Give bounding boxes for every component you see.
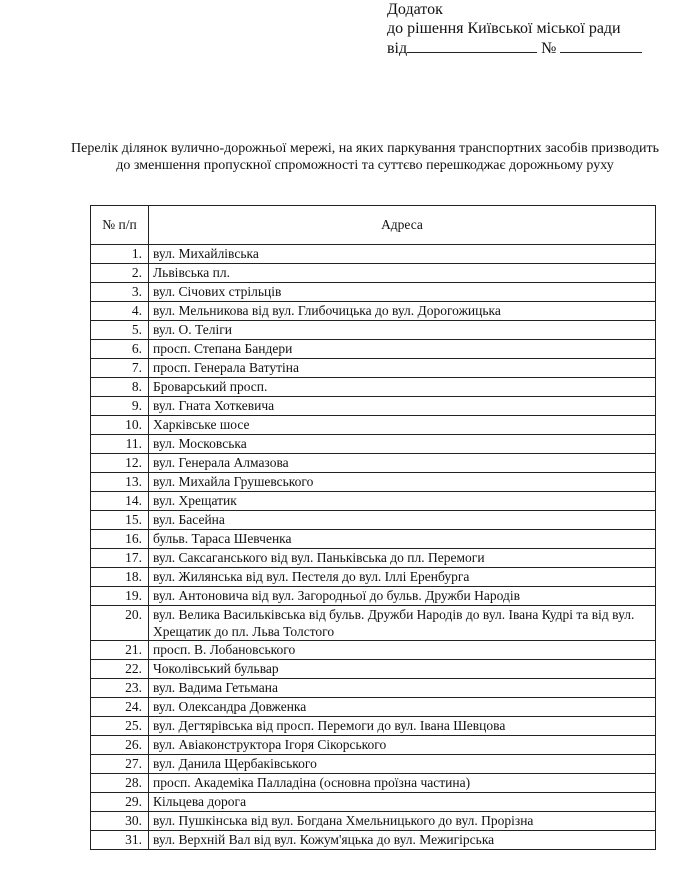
table-row (91, 530, 656, 549)
appendix-block (387, 0, 642, 58)
row-number: 16. (91, 530, 149, 549)
table-row (91, 568, 656, 587)
row-address: просп. Академіка Палладіна (основна проїзна частина) (149, 774, 656, 793)
row-address: вул. Вадима Гетьмана (149, 679, 656, 698)
row-number: 30. (91, 812, 149, 831)
row-number: 20. (91, 606, 149, 641)
table-row (91, 831, 656, 850)
table-row (91, 397, 656, 416)
appendix-decision: до рішення Київської міської ради (387, 20, 621, 37)
row-address: вул. Олександра Довженка (149, 698, 656, 717)
row-address: вул. Авіаконструктора Ігоря Сікорського (149, 736, 656, 755)
row-number: 8. (91, 378, 149, 397)
table-row (91, 549, 656, 568)
from-label: від (387, 40, 408, 57)
row-number: 14. (91, 492, 149, 511)
table-row (91, 264, 656, 283)
row-address: вул. Саксаганського від вул. Паньківська до пл. Перемоги (149, 549, 656, 568)
row-address: Львівська пл. (149, 264, 656, 283)
row-number: 18. (91, 568, 149, 587)
table-body (91, 245, 656, 850)
row-address: Харківське шосе (149, 416, 656, 435)
row-number: 15. (91, 511, 149, 530)
row-address: просп. Степана Бандери (149, 340, 656, 359)
table-row (91, 359, 656, 378)
row-address: вул. Московська (149, 435, 656, 454)
row-number: 24. (91, 698, 149, 717)
row-address: вул. О. Теліги (149, 321, 656, 340)
row-number: 12. (91, 454, 149, 473)
row-address: вул. Жилянська від вул. Пестеля до вул. Іллі Еренбурга (149, 568, 656, 587)
table-row (91, 454, 656, 473)
row-number: 10. (91, 416, 149, 435)
row-address: вул. Данила Щербаківського (149, 755, 656, 774)
row-number: 31. (91, 831, 149, 850)
row-address: вул. Пушкінська від вул. Богдана Хмельницького до вул. Прорізна (149, 812, 656, 831)
column-number-header: № п/п (91, 206, 149, 245)
row-address: просп. В. Лобановського (149, 641, 656, 660)
table-row (91, 416, 656, 435)
table-row (91, 812, 656, 831)
row-number: 11. (91, 435, 149, 454)
table-row (91, 378, 656, 397)
row-address: бульв. Тараса Шевченка (149, 530, 656, 549)
row-number: 3. (91, 283, 149, 302)
row-number: 4. (91, 302, 149, 321)
row-number: 29. (91, 793, 149, 812)
row-number: 28. (91, 774, 149, 793)
row-number: 17. (91, 549, 149, 568)
document-heading: Перелік ділянок вулично-дорожньої мережі, на яких паркування транспортних засобів призводить до зменшення пропускної спроможності та суттєво перешкоджає дорожньому руху (71, 141, 659, 173)
row-address: Броварський просп. (149, 378, 656, 397)
column-address-header: Адреса (149, 206, 656, 245)
appendix-title: Додаток (387, 1, 443, 18)
table-row (91, 492, 656, 511)
row-address: вул. Антоновича від вул. Загородньої до бульв. Дружби Народів (149, 587, 656, 606)
row-address: вул. Верхній Вал від вул. Кожум'яцька до вул. Межигірська (149, 831, 656, 850)
table-row (91, 755, 656, 774)
row-number: 21. (91, 641, 149, 660)
row-number: 22. (91, 660, 149, 679)
table-row (91, 587, 656, 606)
table-row (91, 511, 656, 530)
row-address: вул. Гната Хоткевича (149, 397, 656, 416)
row-number: 13. (91, 473, 149, 492)
table-row (91, 698, 656, 717)
number-label: № (541, 40, 557, 57)
row-number: 2. (91, 264, 149, 283)
table-row (91, 245, 656, 264)
table-row (91, 774, 656, 793)
table-row (91, 302, 656, 321)
row-address: вул. Михайла Грушевського (149, 473, 656, 492)
table-row (91, 641, 656, 660)
table-row (91, 679, 656, 698)
row-number: 23. (91, 679, 149, 698)
table-row (91, 793, 656, 812)
row-number: 27. (91, 755, 149, 774)
table-row (91, 717, 656, 736)
row-address: вул. Генерала Алмазова (149, 454, 656, 473)
address-table (90, 205, 656, 850)
row-address: вул. Михайлівська (149, 245, 656, 264)
row-address: Чоколівський бульвар (149, 660, 656, 679)
row-number: 5. (91, 321, 149, 340)
table-row (91, 435, 656, 454)
row-address: вул. Хрещатик (149, 492, 656, 511)
row-address: Кільцева дорога (149, 793, 656, 812)
row-address: вул. Басейна (149, 511, 656, 530)
number-blank (560, 38, 642, 53)
row-address: просп. Генерала Ватутіна (149, 359, 656, 378)
table-row (91, 473, 656, 492)
table-row (91, 660, 656, 679)
appendix-date-number-line (387, 38, 642, 58)
table-row (91, 606, 656, 641)
row-address: вул. Велика Васильківська від бульв. Дружби Народів до вул. Івана Кудрі та від вул. Хрещатик до пл. Льва Толстого (149, 606, 656, 641)
row-address: вул. Дегтярівська від просп. Перемоги до вул. Івана Шевцова (149, 717, 656, 736)
row-address: вул. Мельникова від вул. Глибочицька до вул. Дорогожицька (149, 302, 656, 321)
row-number: 7. (91, 359, 149, 378)
table-row (91, 340, 656, 359)
table-header-row (91, 206, 656, 245)
row-number: 26. (91, 736, 149, 755)
date-blank (407, 38, 537, 53)
table-row (91, 283, 656, 302)
row-address: вул. Січових стрільців (149, 283, 656, 302)
row-number: 19. (91, 587, 149, 606)
table-row (91, 321, 656, 340)
row-number: 1. (91, 245, 149, 264)
row-number: 25. (91, 717, 149, 736)
table-row (91, 736, 656, 755)
row-number: 9. (91, 397, 149, 416)
row-number: 6. (91, 340, 149, 359)
